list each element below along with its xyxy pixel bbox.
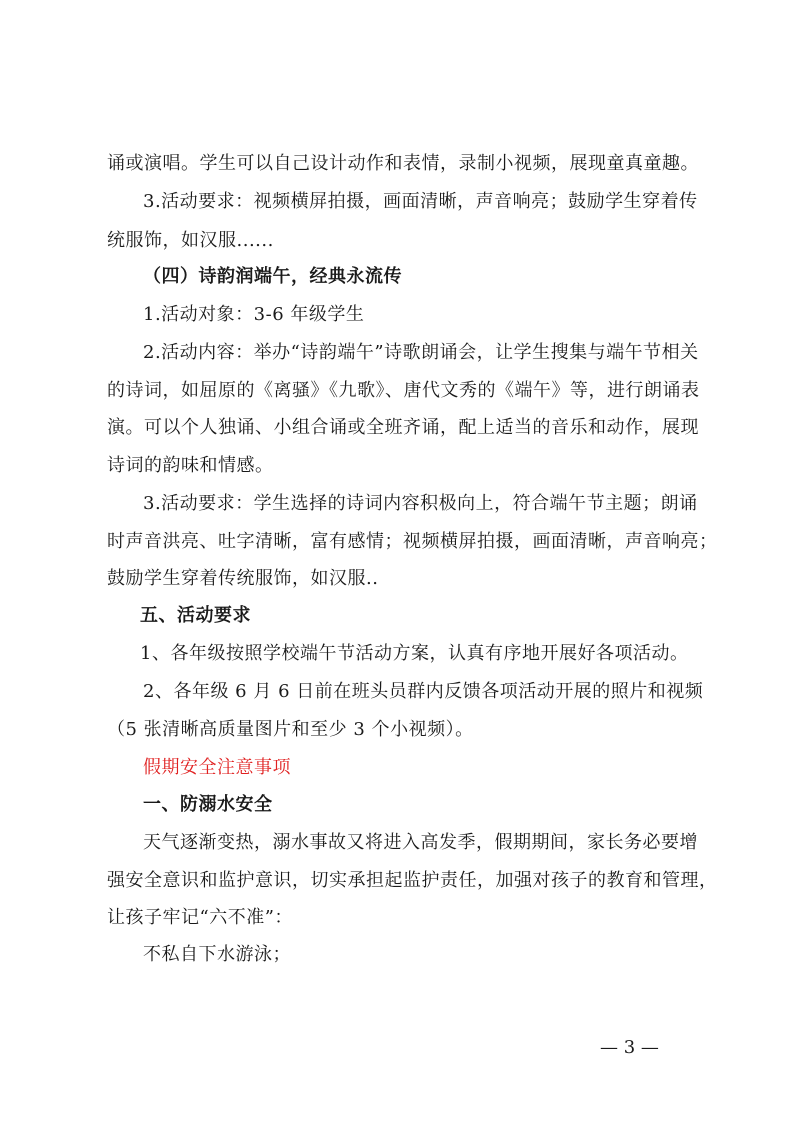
paragraph-line: 演。可以个人独诵、小组合诵或全班齐诵，配上适当的音乐和动作，展现 <box>107 417 699 438</box>
paragraph-line: 统服饰，如汉服...... <box>107 230 274 251</box>
paragraph-line: （5 张清晰高质量图片和至少 3 个小视频）。 <box>107 719 474 740</box>
section-heading: 五、活动要求 <box>140 605 251 626</box>
paragraph-line: 时声音洪亮、吐字清晰，富有感情；视频横屏拍摄，画面清晰，声音响亮； <box>107 531 718 552</box>
paragraph-line: 2.活动内容：举办“诗韵端午”诗歌朗诵会，让学生搜集与端午节相关 <box>143 342 699 363</box>
paragraph-line: 2、各年级 6 月 6 日前在班头员群内反馈各项活动开展的照片和视频 <box>143 681 704 702</box>
paragraph-line: 鼓励学生穿着传统服饰，如汉服.. <box>107 568 379 589</box>
paragraph-line: 让孩子牢记“六不准”： <box>107 907 293 928</box>
paragraph-line: 不私自下水游泳； <box>143 944 291 965</box>
safety-title: 假期安全注意事项 <box>143 757 291 778</box>
paragraph-line: 1.活动对象：3-6 年级学生 <box>143 304 365 325</box>
paragraph-line: 的诗词，如屈原的《离骚》《九歌》、唐代文秀的《端午》等，进行朗诵表 <box>107 380 700 401</box>
paragraph-line: 3.活动要求：学生选择的诗词内容积极向上，符合端午节主题；朗诵 <box>143 493 698 514</box>
page-number: — 3 — <box>600 1037 659 1058</box>
paragraph-line: 诵或演唱。学生可以自己设计动作和表情，录制小视频，展现童真童趣。 <box>107 153 699 174</box>
paragraph-line: 强安全意识和监护意识，切实承担起监护责任，加强对孩子的教育和管理， <box>107 870 718 891</box>
paragraph-line: 3.活动要求：视频横屏拍摄，画面清晰，声音响亮；鼓励学生穿着传 <box>143 191 698 212</box>
section-heading: （四）诗韵润端午，经典永流传 <box>143 266 402 287</box>
paragraph-line: 诗词的韵味和情感。 <box>107 455 274 476</box>
paragraph-line: 天气逐渐变热，溺水事故又将进入高发季，假期期间，家长务必要增 <box>143 832 698 853</box>
section-heading: 一、防溺水安全 <box>143 794 273 815</box>
paragraph-line: 1、各年级按照学校端午节活动方案，认真有序地开展好各项活动。 <box>140 643 689 664</box>
